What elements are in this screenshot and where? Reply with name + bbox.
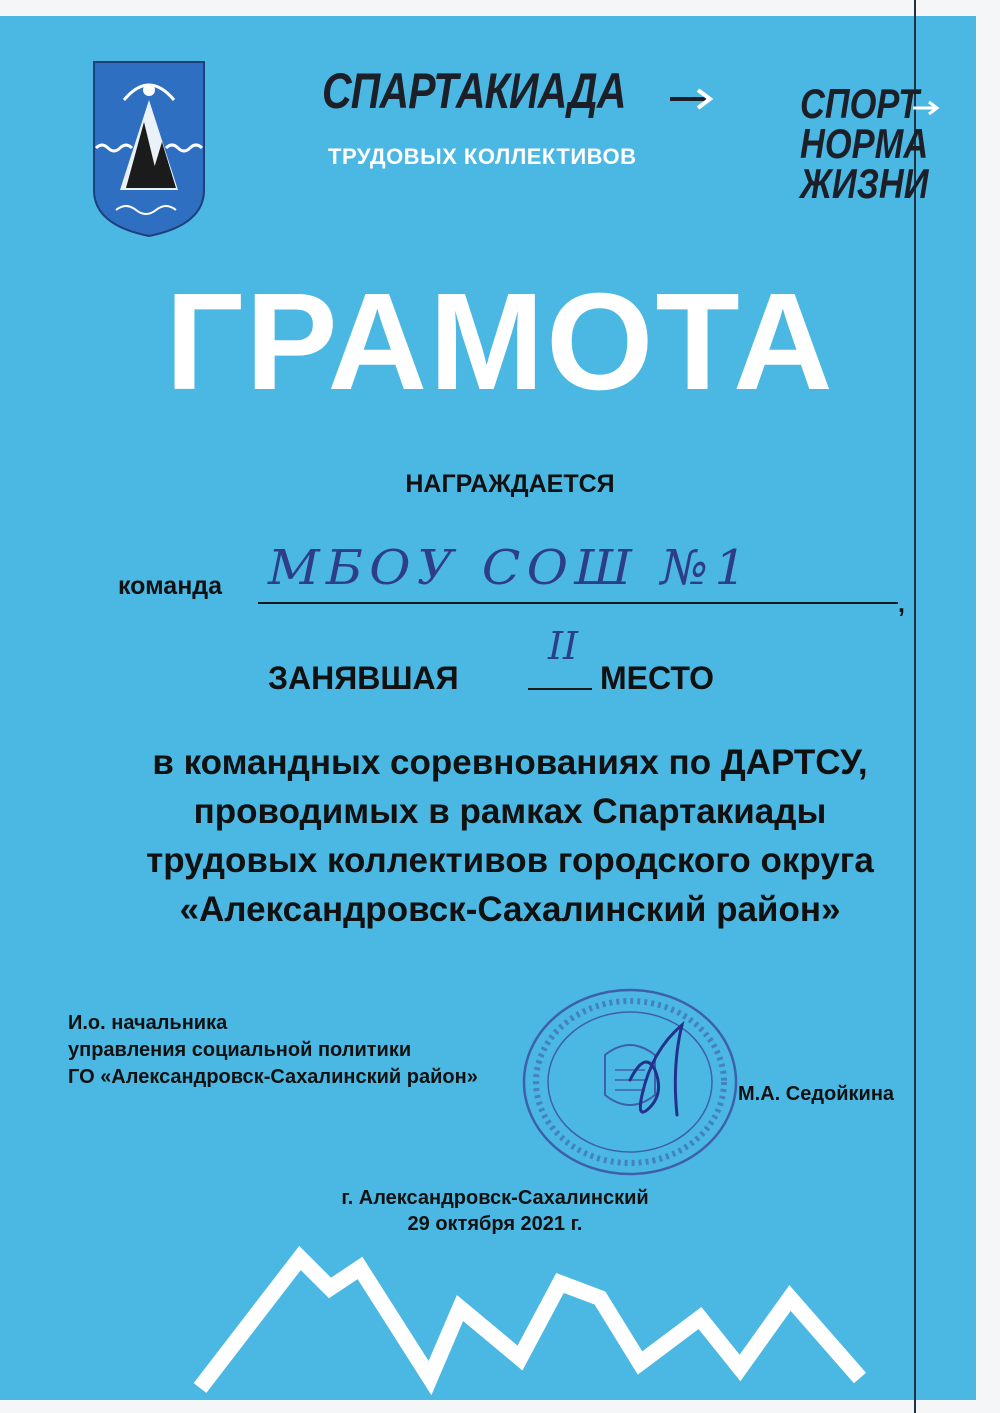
place-prefix: ЗАНЯВШАЯ [268,660,459,696]
team-handwritten-value: МБОУ СОШ №1 [268,540,753,596]
signatory-position-line: И.о. начальника [68,1012,228,1034]
signature [620,1020,710,1130]
mountains-decoration [0,1228,1000,1403]
signatory-name: М.А. Седойкина [738,1083,895,1105]
team-underline [258,602,898,604]
place-underline [528,688,592,690]
scan-margin-top [0,0,1000,16]
slogan-logo [800,80,929,207]
slogan-line: ЖИЗНИ [800,160,929,207]
team-comma: , [898,590,905,618]
competition-line: проводимых в рамках Спартакиады [193,792,827,831]
arrow-right-icon [670,88,716,110]
signatory-position-line: управления социальной политики [68,1039,412,1061]
slogan-line: НОРМА [800,120,929,167]
coat-of-arms-logo [92,60,206,238]
signatory-position-line: ГО «Александровск-Сахалинский район» [68,1066,478,1088]
competition-line: в командных соревнованиях по ДАРТСУ, [152,743,868,782]
place-handwritten-value: II [548,624,579,668]
spartakiada-logo-text: СПАРТАКИАДА [322,63,626,119]
signatory-position [68,1010,478,1091]
slogan-line: СПОРТ [800,80,920,127]
certificate-title: ГРАМОТА [165,265,835,419]
arrow-right-icon [913,100,941,116]
city: г. Александровск-Сахалинский [341,1187,649,1209]
competition-description [60,738,960,934]
spartakiada-subtitle: ТРУДОВЫХ КОЛЛЕКТИВОВ [328,144,637,169]
awarded-label: НАГРАЖДАЕТСЯ [405,470,615,498]
competition-line: «Александровск-Сахалинский район» [179,890,841,929]
competition-line: трудовых коллективов городского округа [146,841,874,880]
place-suffix: МЕСТО [600,660,714,696]
team-label: команда [118,572,223,600]
date: 29 октября 2021 г. [407,1213,583,1235]
